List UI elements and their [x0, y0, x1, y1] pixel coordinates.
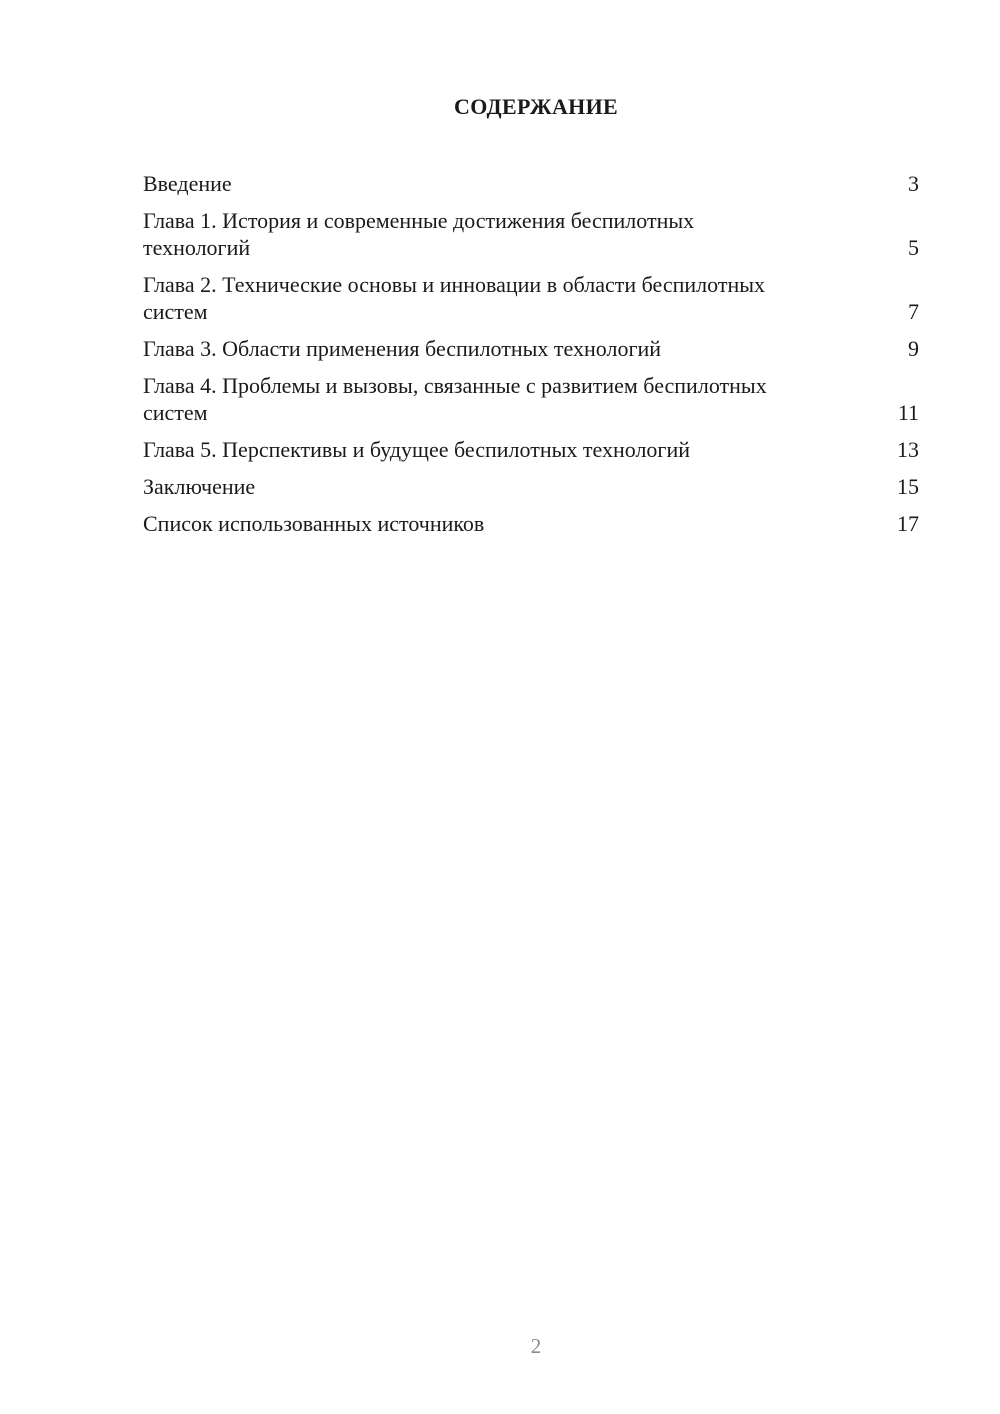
- toc-entry-chapter-2: [143, 271, 919, 325]
- toc-entry-references: [143, 510, 919, 537]
- toc-entry-page: 3: [908, 171, 919, 196]
- toc-entry-page: 15: [897, 474, 919, 499]
- toc-entry-chapter-1: [143, 207, 919, 261]
- toc-entry-page: 7: [908, 299, 919, 324]
- toc-entry-text: Введение: [143, 171, 232, 196]
- toc-entry-page: 13: [897, 437, 919, 462]
- toc-entry-text: Глава 4. Проблемы и вызовы, связанные с развитием беспилотных систем: [143, 373, 767, 425]
- toc-entry-text: Заключение: [143, 474, 256, 499]
- toc-entry-text: Глава 1. История и современные достижения беспилотных технологий: [143, 208, 695, 260]
- page-number: 2: [530, 1334, 542, 1358]
- toc-entry-chapter-5: [143, 436, 919, 463]
- toc-entry-introduction: [143, 170, 919, 197]
- page-title: СОДЕРЖАНИЕ: [454, 94, 618, 119]
- toc-entry-conclusion: [143, 473, 919, 500]
- table-of-contents: [143, 170, 919, 547]
- toc-entry-text: Глава 2. Технические основы и инновации в области беспилотных систем: [143, 272, 766, 324]
- toc-entry-page: 9: [908, 336, 919, 361]
- toc-entry-page: 11: [897, 400, 919, 425]
- toc-entry-chapter-4: [143, 372, 919, 426]
- toc-entry-page: 17: [897, 511, 919, 536]
- toc-entry-chapter-3: [143, 335, 919, 362]
- toc-entry-page: 5: [908, 235, 919, 260]
- toc-entry-text: Глава 3. Области применения беспилотных технологий: [143, 336, 662, 361]
- toc-entry-text: Глава 5. Перспективы и будущее беспилотных технологий: [143, 437, 690, 462]
- toc-entry-text: Список использованных источников: [143, 511, 485, 536]
